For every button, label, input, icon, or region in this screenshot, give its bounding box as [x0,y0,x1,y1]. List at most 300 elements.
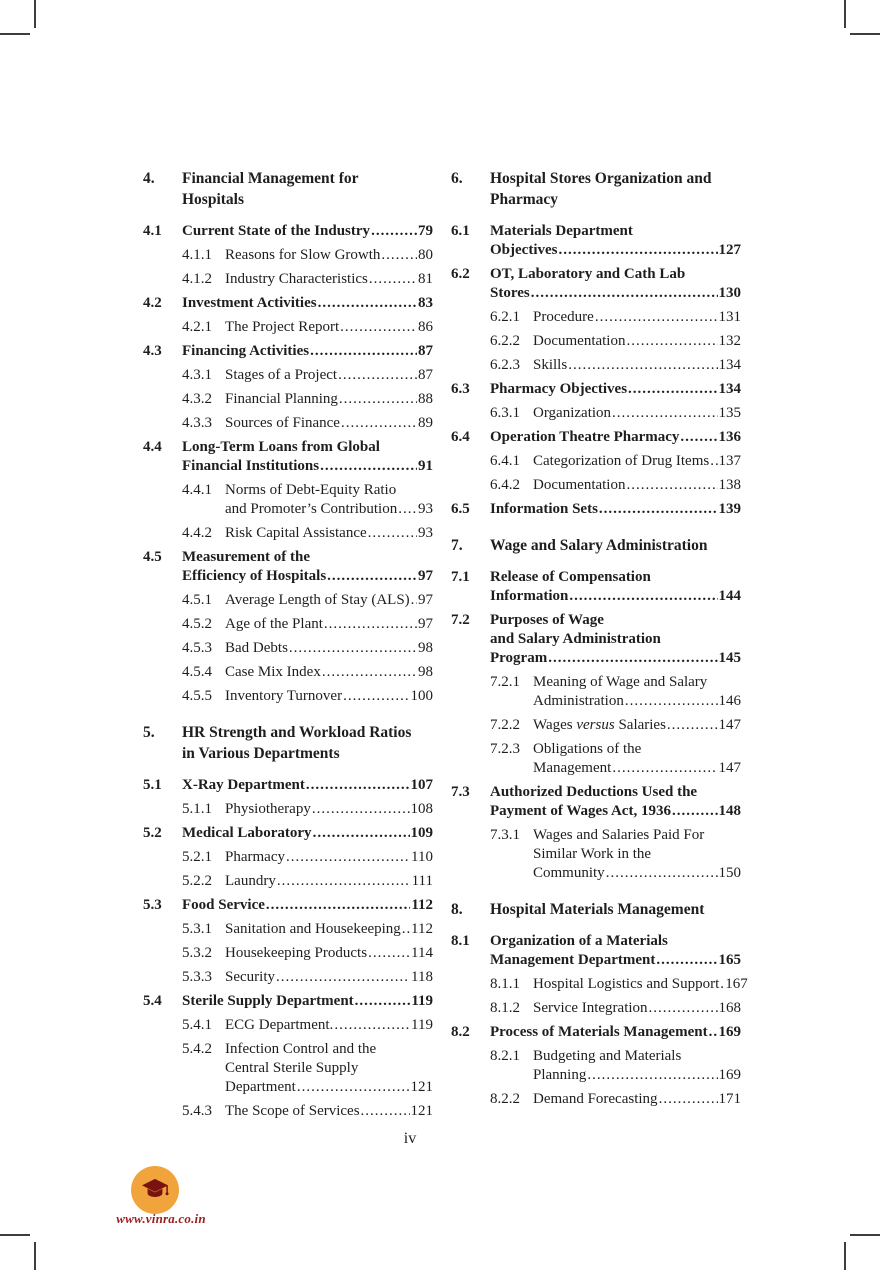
crop-mark-bottom-left-horizontal [0,1234,30,1236]
entry-title: The Project Report [225,319,340,335]
entry-title: Administration [533,693,624,709]
dot-leader [568,356,717,375]
entry-last-line [182,567,433,586]
dot-leader [334,1016,410,1035]
entry-number: 6.2 [451,266,470,282]
dot-leader [612,759,717,778]
entry-body [533,716,741,735]
dot-leader [626,476,717,495]
toc-section [143,168,433,706]
toc-section [451,168,741,519]
dot-leader [411,591,417,610]
entry-number: 6.5 [451,501,470,517]
entry-body [225,800,433,819]
entry-body [490,500,741,519]
entry-number: 6.4.2 [490,477,520,493]
toc-entry [182,390,433,409]
entry-title: Objectives [490,242,558,258]
dot-leader [368,524,417,543]
entry-last-line [533,476,741,495]
toc-entry [182,687,433,706]
entry-title: Reasons for Slow Growth [225,247,381,263]
entry-body [533,1090,741,1109]
entry-page: 131 [718,309,741,325]
entry-page: 168 [718,1000,741,1016]
dot-leader [361,1102,410,1121]
entry-page: 150 [718,865,741,881]
entry-page: 169 [718,1024,741,1040]
entry-last-line [225,270,433,289]
entry-last-line [533,404,741,423]
entry-title: Case Mix Index [225,664,321,680]
toc-entry [490,452,741,471]
entry-body [490,932,741,970]
entry-title: Payment of Wages Act, 1936 [490,803,671,819]
entry-last-line [225,390,433,409]
entry-last-line [182,992,433,1011]
toc-entry [182,968,433,987]
entry-last-line [533,716,741,735]
dot-leader [340,318,417,337]
entry-number: 5.2.2 [182,873,212,889]
entry-title: Sanitation and Housekeeping [225,921,401,937]
entry-last-line [225,318,433,337]
toc-entry [451,783,741,821]
entry-last-line [182,342,433,361]
dot-leader [338,366,417,385]
toc-entry [182,800,433,819]
entry-title: Management Department [490,952,656,968]
entry-number: 4.2.1 [182,319,212,335]
toc-entry [490,716,741,735]
entry-body [225,246,433,265]
section-number: 7. [451,537,463,554]
toc-section [143,722,433,1121]
entry-title-line: Norms of Debt-Equity Ratio [225,482,397,498]
entry-body [533,999,741,1018]
dot-leader [381,246,417,265]
entry-last-line [490,380,741,399]
entry-page: 86 [418,319,433,335]
dot-leader [398,500,417,519]
entry-page: 165 [718,952,741,968]
entry-last-line [182,824,433,843]
entry-number: 8.2.1 [490,1048,520,1064]
crop-mark-bottom-right-vertical [844,1242,846,1270]
entry-last-line [490,284,741,303]
entry-title: Security [225,969,275,985]
entry-number: 4.5.3 [182,640,212,656]
entry-number: 5.3.3 [182,969,212,985]
toc-column-right [451,168,748,1137]
crop-mark-top-right-horizontal [850,33,880,35]
entry-title: Pharmacy Objectives [490,381,628,397]
entry-title: ECG Department. [225,1017,334,1033]
entry-body [182,548,433,586]
toc-entry [490,999,741,1018]
entry-last-line [225,524,433,543]
toc-section [451,899,748,1109]
entry-page: 147 [718,760,741,776]
entry-number: 4.3.1 [182,367,212,383]
toc-entry [182,524,433,543]
toc-entry [182,246,433,265]
entry-body [225,591,433,610]
section-number: 6. [451,170,463,187]
entry-title: and Promoter’s Contribution [225,501,398,517]
dot-leader [339,390,417,409]
entry-title: Management [533,760,612,776]
entry-body [182,992,433,1011]
entry-page: 144 [718,588,741,604]
entry-body [182,776,433,795]
entry-title: Documentation [533,333,626,349]
entry-page: 89 [418,415,433,431]
toc-entry [182,591,433,610]
entry-number: 7.2.3 [490,741,520,757]
entry-number: 7.2 [451,612,470,628]
entry-number: 8.2.2 [490,1091,520,1107]
entry-last-line [225,800,433,819]
entry-number: 6.3 [451,381,470,397]
toc-section [451,535,741,883]
entry-title: Medical Laboratory [182,825,312,841]
entry-body [533,308,741,327]
entry-title: Bad Debts [225,640,288,656]
entry-body [490,380,741,399]
entry-title: Documentation [533,477,626,493]
section-title-line: Financial Management for [182,170,359,187]
toc-entry [182,639,433,658]
entry-number: 4.2 [143,295,162,311]
entry-last-line [490,241,741,260]
entry-body [533,404,741,423]
dot-leader [341,414,417,433]
entry-title-emphasis: versus [576,717,615,733]
entry-title-line: Central Sterile Supply [225,1060,359,1076]
entry-number: 6.1 [451,223,470,239]
entry-title: Service Integration [533,1000,648,1016]
toc-entry [451,380,741,399]
toc-entry [182,920,433,939]
entry-number: 5.3 [143,897,162,913]
dot-leader [625,692,718,711]
entry-title: Laundry [225,873,276,889]
entry-title: Hospital Logistics and Support [533,976,720,992]
toc-entry [451,428,741,447]
crop-mark-top-right-vertical [844,0,846,28]
entry-number: 8.1 [451,933,470,949]
toc-entry [182,1040,433,1097]
dot-leader [297,1078,410,1097]
entry-title: Skills [533,357,568,373]
entry-title: Financial Planning [225,391,338,407]
toc-entry [182,414,433,433]
entry-title-line: Organization of a Materials [490,933,668,949]
entry-title: Industry Characteristics [225,271,368,287]
toc-entry [143,896,433,915]
entry-number: 4.4 [143,439,162,455]
entry-page: 79 [418,223,433,239]
entry-page: 119 [411,1017,433,1033]
entry-page: 81 [418,271,433,287]
toc-entry [490,308,741,327]
entry-page: 139 [718,501,741,517]
entry-title: Investment Activities [182,295,317,311]
entry-last-line [225,1102,433,1121]
entry-body [490,568,741,606]
entry-body [182,222,433,241]
toc-entry [490,975,748,994]
entry-page: 134 [718,357,741,373]
entry-number: 4.5.5 [182,688,212,704]
entry-last-line [225,615,433,634]
entry-title: Food Service [182,897,265,913]
section-title-line: Wage and Salary Administration [490,537,708,554]
section-number: 5. [143,724,155,741]
entry-body [533,673,741,711]
entry-last-line [533,1090,741,1109]
entry-body [225,872,433,891]
dot-leader [595,308,718,327]
dot-leader [606,864,718,883]
dot-leader [289,639,417,658]
entry-title-line: and Salary Administration [490,631,661,647]
dot-leader [320,457,417,476]
entry-page: 108 [410,801,433,817]
toc-column-left [143,168,433,1137]
entry-last-line [182,457,433,476]
toc-entry [143,992,433,1011]
section-title [490,535,707,556]
entry-page: 87 [418,343,433,359]
entry-title: Stores [490,285,530,301]
entry-page: 121 [410,1103,433,1119]
entry-number: 5.2.1 [182,849,212,865]
entry-last-line [533,332,741,351]
entry-page: 148 [718,803,741,819]
dot-leader [322,663,417,682]
entry-page: 146 [718,693,741,709]
entry-number: 5.4.1 [182,1017,212,1033]
entry-body [533,975,748,994]
entry-body [533,476,741,495]
dot-leader [306,776,410,795]
entry-number: 5.4.3 [182,1103,212,1119]
table-of-contents [143,168,748,1137]
entry-last-line [225,663,433,682]
entry-title-line: Similar Work in the [533,846,652,862]
dot-leader [709,1023,718,1042]
entry-number: 6.2.1 [490,309,520,325]
dot-leader [277,872,411,891]
entry-number: 4.1 [143,223,162,239]
entry-body [182,294,433,313]
dot-leader [402,920,410,939]
entry-page: 114 [411,945,433,961]
entry-number: 4.5.1 [182,592,212,608]
entry-title: Demand Forecasting [533,1091,658,1107]
dot-leader [626,332,717,351]
entry-title-line: Materials Department [490,223,633,239]
entry-last-line [182,294,433,313]
section-title [182,168,359,210]
dot-leader [266,896,410,915]
entry-body [533,826,741,883]
entry-title: Current State of the Industry [182,223,371,239]
toc-entry [182,848,433,867]
entry-last-line [225,1078,433,1097]
toc-entry [490,332,741,351]
entry-body [225,639,433,658]
entry-title-line: Infection Control and the [225,1041,377,1057]
entry-last-line [225,872,433,891]
dot-leader [286,848,410,867]
toc-entry [451,265,741,303]
section-heading [143,722,433,764]
entry-body [225,663,433,682]
entry-page: 119 [411,993,433,1009]
dot-leader [548,649,717,668]
entry-last-line [533,452,741,471]
entry-body [225,1040,433,1097]
entry-title-line: Wages and Salaries Paid For [533,827,705,843]
entry-last-line [225,1016,433,1035]
entry-number: 5.4.2 [182,1041,212,1057]
entry-number: 4.3.2 [182,391,212,407]
entry-number: 8.2 [451,1024,470,1040]
entry-last-line [533,356,741,375]
dot-leader [276,968,410,987]
entry-number: 7.3.1 [490,827,520,843]
toc-entry [490,476,741,495]
entry-number: 4.4.2 [182,525,212,541]
entry-last-line [533,975,748,994]
dot-leader [599,500,718,519]
entry-body [225,318,433,337]
toc-entry [143,342,433,361]
entry-title: Information Sets [490,501,598,517]
section-title-line: in Various Departments [182,745,340,762]
toc-entry [490,1047,741,1085]
entry-last-line [225,366,433,385]
entry-page: 137 [718,453,741,469]
entry-page: 132 [718,333,741,349]
entry-number: 5.4 [143,993,162,1009]
entry-last-line [225,944,433,963]
entry-body [225,366,433,385]
entry-title: Procedure [533,309,594,325]
entry-page: 97 [418,568,433,584]
entry-title-line: Long-Term Loans from Global [182,439,380,455]
entry-page: 87 [418,367,433,383]
entry-title: The Scope of Services [225,1103,360,1119]
entry-last-line [490,587,741,606]
dot-leader [313,824,410,843]
entry-body [225,1016,433,1035]
entry-title: Financial Institutions [182,458,320,474]
entry-page: 109 [410,825,433,841]
toc-entry [182,318,433,337]
entry-last-line [533,864,741,883]
entry-title: Housekeeping Products [225,945,368,961]
entry-page: 121 [410,1079,433,1095]
entry-last-line [225,639,433,658]
entry-last-line [533,692,741,711]
entry-page: 80 [418,247,433,263]
entry-body [490,1023,741,1042]
dot-leader [343,687,409,706]
entry-number: 7.1 [451,569,470,585]
entry-number: 6.4 [451,429,470,445]
entry-page: 97 [418,592,433,608]
entry-page: 97 [418,616,433,632]
entry-title: Process of Materials Management [490,1024,708,1040]
entry-title-line: Budgeting and Materials [533,1048,682,1064]
entry-title-line: Purposes of Wage [490,612,604,628]
toc-entry [451,222,741,260]
entry-body [490,428,741,447]
section-heading [451,899,741,920]
entry-last-line [533,308,741,327]
toc-entry [182,270,433,289]
entry-title: Department [225,1079,296,1095]
entry-page: 107 [410,777,433,793]
toc-entry [182,872,433,891]
entry-last-line [533,999,741,1018]
entry-number: 7.3 [451,784,470,800]
toc-entry [451,500,741,519]
entry-title-line: Meaning of Wage and Salary [533,674,708,690]
entry-body [533,332,741,351]
entry-body [533,356,741,375]
entry-page: 98 [418,640,433,656]
section-title [490,899,704,920]
toc-entry [182,366,433,385]
entry-title: Community [533,865,605,881]
entry-page: 147 [718,717,741,733]
entry-page: 112 [411,897,433,913]
entry-last-line [490,951,741,970]
entry-number: 7.2.2 [490,717,520,733]
entry-page: 134 [718,381,741,397]
entry-body [533,452,741,471]
dot-leader [667,716,718,735]
dot-leader [680,428,717,447]
toc-entry [143,548,433,586]
entry-page: 93 [418,525,433,541]
entry-number: 4.3 [143,343,162,359]
publisher-logo [131,1166,179,1214]
entry-page: 145 [718,650,741,666]
dot-leader [710,452,717,471]
entry-body [225,848,433,867]
section-number: 4. [143,170,155,187]
entry-page: 167 [725,976,748,992]
graduation-cap-icon [140,1177,170,1203]
entry-number: 8.1.1 [490,976,520,992]
dot-leader [672,802,718,821]
entry-body [490,783,741,821]
entry-number: 5.1.1 [182,801,212,817]
entry-last-line [182,896,433,915]
toc-entry [451,611,741,668]
dot-leader [558,241,717,260]
toc-entry [451,932,741,970]
dot-leader [628,380,717,399]
toc-entry [182,944,433,963]
entry-page: 93 [418,501,433,517]
